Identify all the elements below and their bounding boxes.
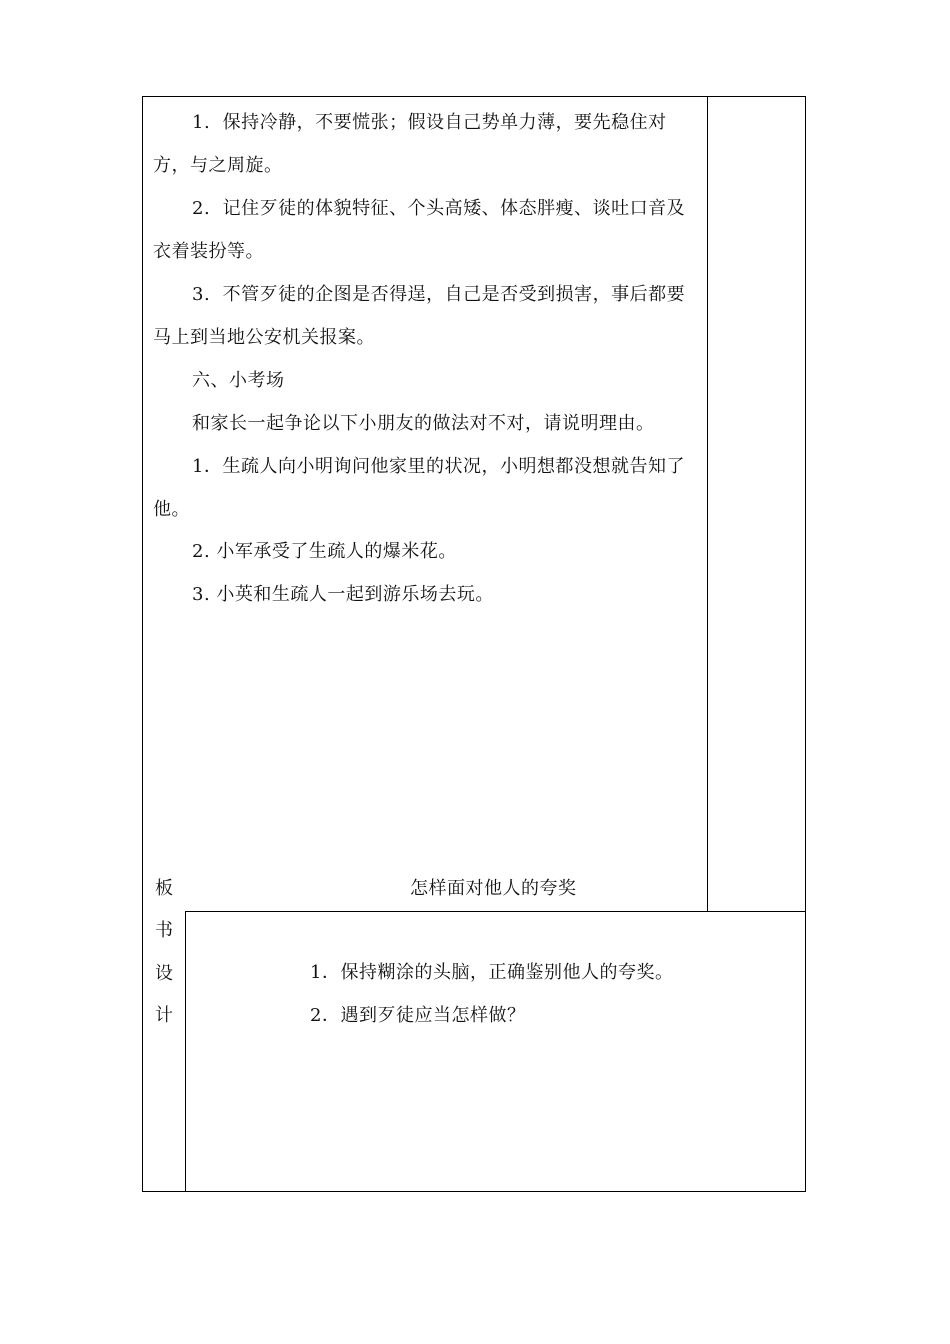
tip-3 — [192, 284, 685, 306]
table-border-bottom — [142, 1191, 806, 1192]
tip-2-number: 2. — [192, 198, 211, 219]
column-divider-upper — [707, 96, 708, 912]
row-divider — [185, 911, 806, 912]
quiz-instruction: 和家长一起争论以下小朋友的做法对不对，请说明理由。 — [192, 413, 655, 434]
table-border-right — [805, 96, 806, 1192]
board-label-char-4: 计 — [155, 1005, 173, 1026]
quiz-item-1: 1．生疏人向小明询问他家里的状况，小明想都没想就告知了 — [192, 456, 685, 477]
tip-3-number: 3. — [192, 284, 211, 305]
table-border-left — [142, 96, 143, 1192]
tip-3-continuation: 马上到当地公安机关报案。 — [153, 327, 375, 348]
tip-3-text: 不管歹徒的企图是否得逞，自己是否受到损害，事后都要 — [222, 284, 686, 305]
tip-2 — [192, 198, 685, 220]
quiz-item-1-continuation: 他。 — [153, 499, 190, 520]
tip-1-number: 1. — [192, 112, 211, 133]
section-heading: 六、小考场 — [192, 370, 285, 391]
tip-2-text: 记住歹徒的体貌特征、个头高矮、体态胖瘦、谈吐口音及 — [222, 198, 686, 219]
board-label-char-1: 板 — [155, 878, 173, 899]
tip-2-continuation: 衣着装扮等。 — [153, 241, 264, 262]
board-label-char-2: 书 — [155, 920, 173, 941]
board-item-2: 2．遇到歹徒应当怎样做？ — [310, 1005, 526, 1026]
board-label-char-3: 设 — [155, 963, 173, 984]
tip-1-continuation: 方，与之周旋。 — [153, 155, 283, 176]
quiz-item-3: 3. 小英和生疏人一起到游乐场去玩。 — [192, 584, 494, 605]
column-divider-lower — [185, 911, 186, 1192]
tip-1 — [192, 112, 667, 134]
board-title: 怎样面对他人的夸奖 — [410, 878, 577, 899]
board-item-1: 1．保持糊涂的头脑，正确鉴别他人的夸奖。 — [310, 962, 674, 983]
quiz-item-2: 2. 小军承受了生疏人的爆米花。 — [192, 541, 457, 562]
tip-1-text: 保持冷静，不要慌张；假设自己势单力薄，要先稳住对 — [222, 112, 667, 133]
